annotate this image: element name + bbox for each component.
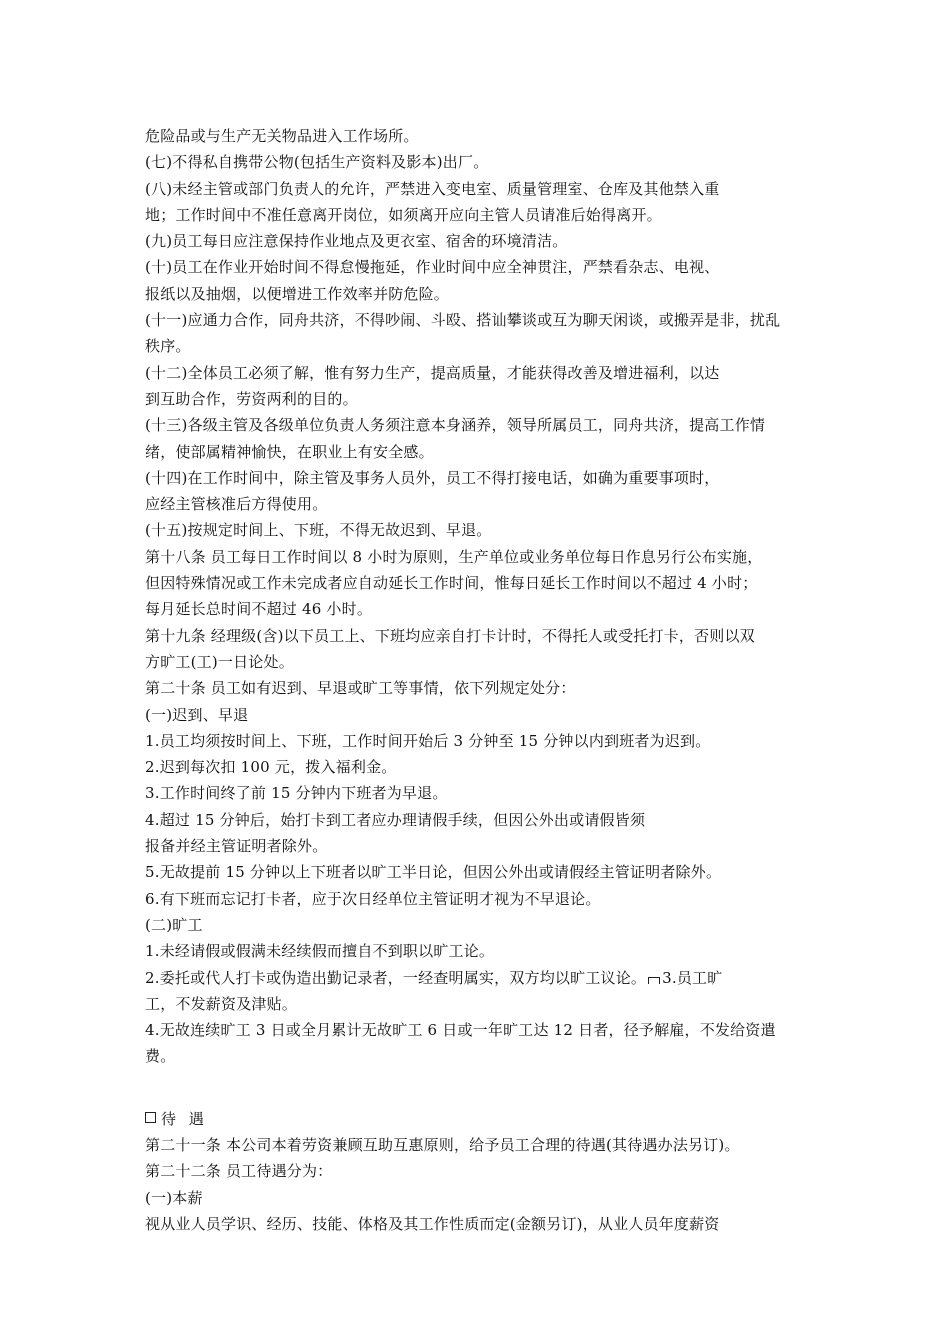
text-line: 工，不发薪资及津贴。 bbox=[145, 994, 298, 1013]
text-line: (十二)全体员工必须了解，惟有努力生产，提高质量，才能获得改善及增进福利，以达 bbox=[145, 363, 720, 382]
text-line: 1.员工均须按时间上、下班，工作时间开始后 3 分钟至 15 分钟以内到班者为迟到。 bbox=[145, 731, 711, 750]
text-line: 4.无故连续旷工 3 日或全月累计无故旷工 6 日或一年旷工达 12 日者，径予解雇，不发给资遣 bbox=[145, 1021, 776, 1040]
text-line: 应经主管核准后方得使用。 bbox=[145, 495, 328, 514]
checkbox-square-icon bbox=[145, 1112, 156, 1123]
text-line: (十三)各级主管及各级单位负责人务须注意本身涵养，领导所属员工，同舟共济，提高工作情 bbox=[145, 416, 766, 435]
text-line: (十四)在工作时间中，除主管及事务人员外，员工不得打接电话，如确为重要事项时， bbox=[145, 468, 720, 487]
text-line: 方旷工(工)一日论处。 bbox=[145, 652, 294, 671]
text-line: 第二十一条 本公司本着劳资兼顾互助互惠原则，给予员工合理的待遇(其待遇办法另订)。 bbox=[145, 1135, 740, 1154]
section-title: 待 遇 bbox=[161, 1109, 208, 1128]
text-line: (八)未经主管或部门负责人的允许，严禁进入变电室、质量管理室、仓库及其他禁入重 bbox=[145, 179, 720, 198]
section-heading bbox=[145, 1109, 825, 1129]
text-line: 报备并经主管证明者除外。 bbox=[145, 837, 328, 856]
text-line: 3.工作时间终了前 15 分钟内下班者为早退。 bbox=[145, 784, 448, 803]
text-line: 每月延长总时间不超过 46 小时。 bbox=[145, 600, 373, 619]
document-body-block-3 bbox=[145, 1135, 825, 1234]
text-line: 绪，使部属精神愉快，在职业上有安全感。 bbox=[145, 442, 434, 461]
text-line-mixed bbox=[145, 968, 825, 988]
text-line: 第十九条 经理级(含)以下员工上、下班均应亲自打卡计时，不得托人或受托打卡，否则以双 bbox=[145, 626, 755, 645]
text-line: 视从业人员学识、经历、技能、体格及其工作性质而定(金额另订)，从业人员年度薪资 bbox=[145, 1214, 720, 1233]
document-body-block-2 bbox=[145, 994, 825, 1067]
text-line: 但因特殊情况或工作未完成者应自动延长工作时间，惟每日延长工作时间以不超过 4 小时； bbox=[145, 574, 758, 593]
text-line: 5.无故提前 15 分钟以上下班者以旷工半日论，但因公外出或请假经主管证明者除外。 bbox=[145, 863, 722, 882]
text-line: 秩序。 bbox=[145, 337, 191, 356]
text-line: 费。 bbox=[145, 1047, 176, 1066]
text-line: (一)本薪 bbox=[145, 1188, 203, 1207]
text-line: 1.未经请假或假满未经续假而擅自不到职以旷工论。 bbox=[145, 942, 495, 961]
text-line: 第二十条 员工如有迟到、早退或旷工等事情，依下列规定处分： bbox=[145, 679, 576, 698]
text-line: (十)员工在作业开始时间不得怠慢拖延，作业时间中应全神贯注，严禁看杂志、电视、 bbox=[145, 258, 720, 277]
text-line: 3.员工旷 bbox=[662, 968, 723, 987]
text-line: 到互助合作，劳资两利的目的。 bbox=[145, 389, 358, 408]
document-page bbox=[145, 126, 825, 1240]
text-line: (七)不得私自携带公物(包括生产资料及影本)出厂。 bbox=[145, 153, 489, 172]
text-line: 第二十二条 员工待遇分为： bbox=[145, 1162, 333, 1181]
document-body-block-1 bbox=[145, 126, 825, 961]
text-line: 地；工作时间中不准任意离开岗位，如须离开应向主管人员请准后始得离开。 bbox=[145, 205, 662, 224]
paragraph-gap bbox=[145, 1073, 825, 1109]
text-line: (一)迟到、早退 bbox=[145, 705, 249, 724]
text-line: 报纸以及抽烟，以便增进工作效率并防危险。 bbox=[145, 284, 450, 303]
text-line: 第十八条 员工每日工作时间以 8 小时为原则，生产单位或业务单位每日作息另行公布实施， bbox=[145, 547, 763, 566]
text-line: 2.迟到每次扣 100 元，拨入福利金。 bbox=[145, 758, 397, 777]
text-line: (十五)按规定时间上、下班，不得无故迟到、早退。 bbox=[145, 521, 492, 540]
text-line: 4.超过 15 分钟后，始打卡到工者应办理请假手续，但因公外出或请假皆须 bbox=[145, 810, 646, 829]
text-line: 2.委托或代人打卡或伪造出勤记录者，一经查明属实，双方均以旷工议论。 bbox=[145, 968, 647, 987]
bracket-mark-icon bbox=[648, 977, 660, 984]
text-line: (九)员工每日应注意保持作业地点及更衣室、宿舍的环境清洁。 bbox=[145, 232, 568, 251]
text-line: (二)旷工 bbox=[145, 915, 203, 934]
text-line: (十一)应通力合作，同舟共济，不得吵闹、斗殴、搭讪攀谈或互为聊天闲谈，或搬弄是非，扰乱 bbox=[145, 311, 781, 330]
text-line: 6.有下班而忘记打卡者，应于次日经单位主管证明才视为不早退论。 bbox=[145, 889, 601, 908]
text-line: 危险品或与生产无关物品进入工作场所。 bbox=[145, 127, 419, 145]
